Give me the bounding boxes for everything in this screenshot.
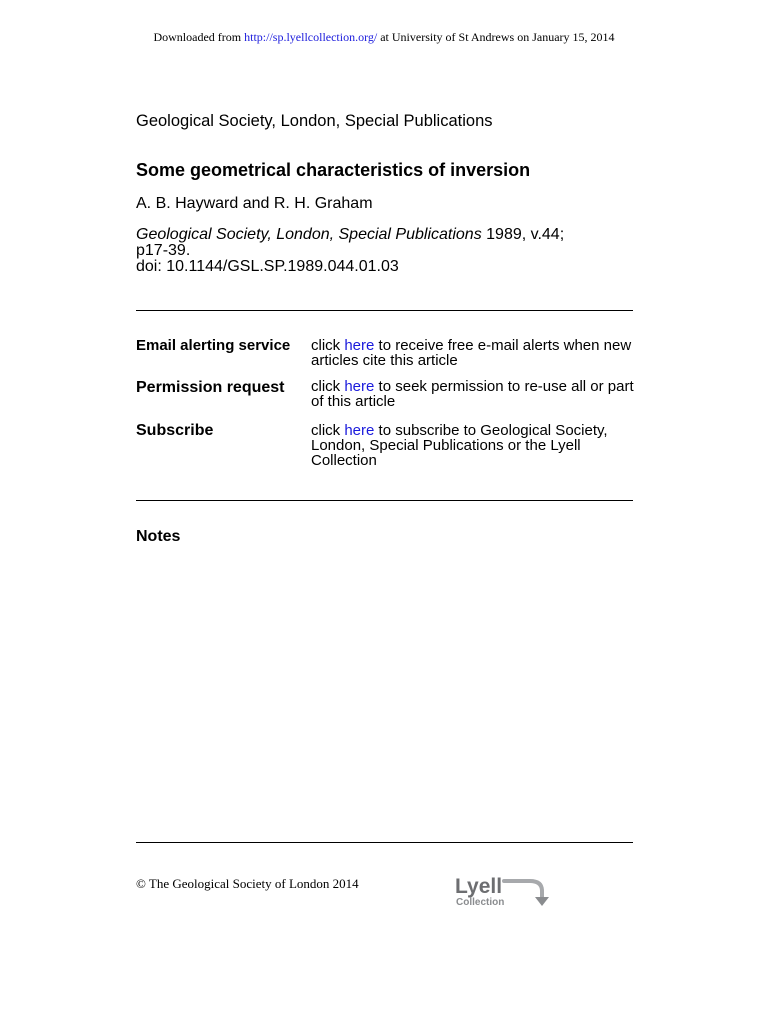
logo-arrowhead bbox=[535, 897, 549, 906]
email-alert-here-link[interactable]: here bbox=[344, 337, 375, 354]
article-title: Some geometrical characteristics of inversion bbox=[136, 160, 531, 180]
notes-heading: Notes bbox=[136, 528, 181, 545]
permission-click: click bbox=[311, 378, 341, 395]
permission-request-label: Permission request bbox=[136, 379, 285, 396]
lyell-logo-graphic bbox=[452, 868, 564, 912]
subscribe-description bbox=[311, 423, 641, 468]
subscribe-label: Subscribe bbox=[136, 422, 214, 439]
download-suffix: at University of St Andrews on January 15, 2014 bbox=[380, 30, 615, 44]
email-alert-description bbox=[311, 338, 641, 368]
divider-middle bbox=[136, 500, 633, 501]
citation-pages: p17-39. bbox=[136, 242, 191, 259]
logo-collection-text: Collection bbox=[456, 897, 505, 908]
email-alert-click: click bbox=[311, 337, 341, 354]
logo-lyell-text: Lyell bbox=[455, 875, 503, 898]
logo-arrow-icon bbox=[504, 881, 542, 898]
download-notice bbox=[0, 30, 768, 45]
citation-details: 1989, v.44; bbox=[486, 226, 565, 243]
download-prefix: Downloaded from bbox=[153, 30, 242, 44]
lyell-collection-logo[interactable] bbox=[452, 868, 564, 912]
email-alert-text: to receive free e-mail alerts when new articles cite this article bbox=[311, 337, 632, 369]
permission-here-link[interactable]: here bbox=[344, 378, 375, 395]
email-alert-label: Email alerting service bbox=[136, 337, 291, 354]
subscribe-here-link[interactable]: here bbox=[344, 422, 375, 439]
article-authors: A. B. Hayward and R. H. Graham bbox=[136, 195, 373, 212]
article-citation bbox=[136, 227, 636, 275]
permission-text: to seek permission to re-use all or part of this article bbox=[311, 378, 634, 410]
citation-doi: doi: 10.1144/GSL.SP.1989.044.01.03 bbox=[136, 258, 399, 275]
copyright-notice: © The Geological Society of London 2014 bbox=[136, 876, 359, 891]
journal-name: Geological Society, London, Special Publications bbox=[136, 112, 493, 130]
subscribe-text: to subscribe to Geological Society, London, Special Publications or the Lyell Collection bbox=[311, 422, 608, 469]
subscribe-click: click bbox=[311, 422, 341, 439]
permission-request-description bbox=[311, 379, 641, 409]
divider-top bbox=[136, 310, 633, 311]
download-url-link[interactable]: http://sp.lyellcollection.org/ bbox=[244, 30, 378, 44]
citation-journal: Geological Society, London, Special Publications bbox=[136, 226, 482, 243]
divider-bottom bbox=[136, 842, 633, 843]
